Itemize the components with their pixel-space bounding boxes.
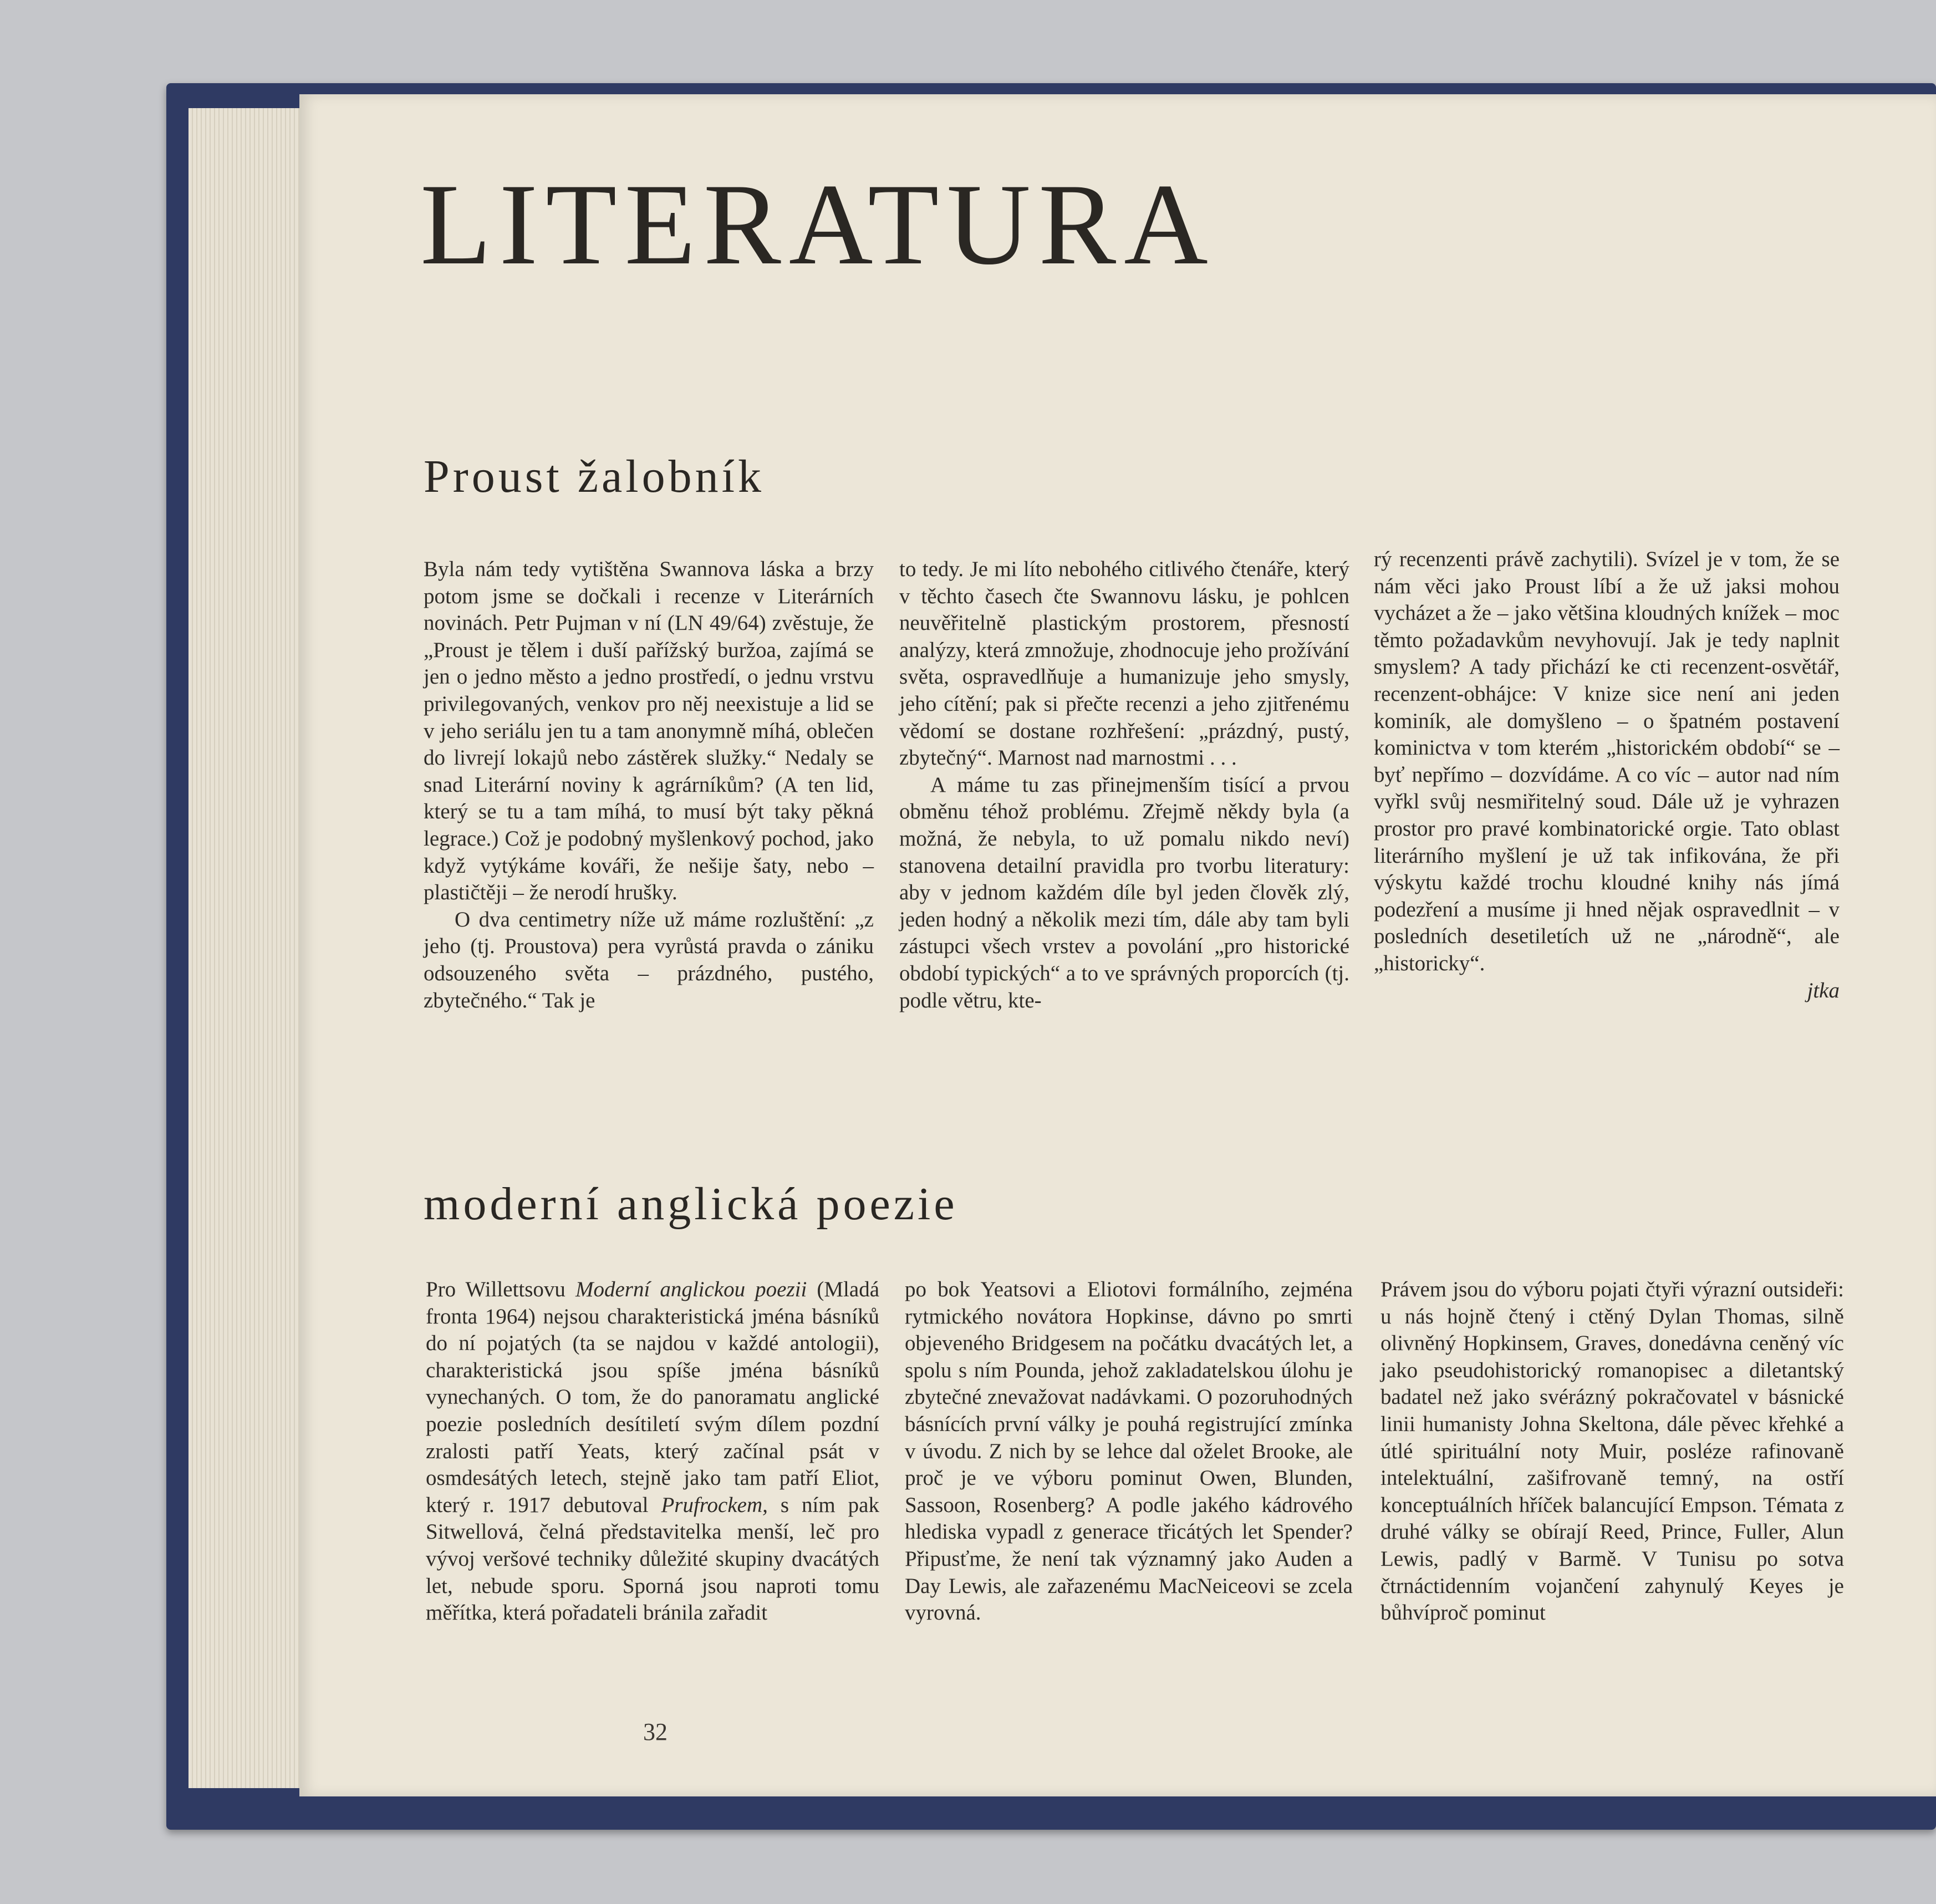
book-title: Prufrockem, [661, 1493, 768, 1517]
paragraph: O dva centimetry níže už máme rozluštění: „z jeho (tj. Proustova) pera vyrůstá pravda o zániku odsouzeného světa – prázdného, pustého, zbytečného.“ Tak je [424, 907, 874, 1012]
paragraph: A máme tu zas přinejmenším tisící a prvou obměnu téhož problému. Zřejmě někdy byla (a možná, že nebyla, to už pomalu nikdo neví) stanovena detailní pravidla pro tvorbu literatury: aby v jednom každém díle byl jeden člověk zlý, jeden hodný a několik mezi tím, dále aby tam byli zástupci všech vrstev a povolání „pro historické období typických“ a to ve správných proporcích (tj. podle větru, kte- [899, 772, 1349, 1012]
text-run: (Mladá fronta 1964) nejsou charakteristická jména básníků do ní pojatých (ta se najdou v každé antologii), charakteristická jsou spíše jména básníků vynechaných. O tom, že do panoramatu anglické poezie posledních desítiletí svým dílem pozdní zralosti patří Yeats, který začínal psát v osmdesátých letech, stejně jako tam patří Eliot, který r. 1917 debutoval [426, 1277, 880, 1517]
article1-column-3 [1374, 546, 1840, 1004]
paragraph: Právem jsou do výboru pojati čtyři výrazní outsideři: u nás hojně čtený i ctěný Dylan Thomas, silně olivněný Hopkinsem, Graves, donedávna ceněný víc jako pseudohistorický romanopisec a diletantský badatel než jako svérázný pokračovatel v básnické linii humanisty Johna Skeltona, dále pěvec křehké a útlé spirituální noty Muir, posléze rafinovaně intelektuální, zašifrovaně temný, na ostří konceptuálních hříček balancující Empson. Témata z druhé války se obírají Reed, Prince, Fuller, Alun Lewis, padlý v Barmě. V Tunisu po sotva čtrnáctidenním vojančení zahynulý Keyes je bůhvíproč pominut [1380, 1277, 1844, 1625]
article-title-poetry: moderní anglická poezie [424, 1178, 958, 1230]
page-number: 32 [643, 1718, 668, 1745]
text-run: s ním pak Sitwellová, čelná představitelka menší, leč pro vývoj veršové techniky důležité skupiny dvacátých let, nebude sporu. Sporná jsou naproti tomu měřítka, která pořadateli bránila zařadit [426, 1493, 879, 1625]
article1-column-1 [424, 556, 874, 1014]
paragraph: rý recenzenti právě zachytili). Svízel je v tom, že se nám věci jako Proust líbí a že už jaksi mohou vycházet a že – jako většina kloudných knížek – moc těmto požadavkům nevyhovují. Jak je tedy naplnit smyslem? A tady přichází ke cti recenzent-osvětář, recenzent-obhájce: V knize sice není ani jeden kominík, ale domyšleno – o špatném postavení kominictva v tom kterém „historickém období“ se – byť nepřímo – dozvídáme. A co víc – autor nad ním vyřkl svůj nesmiřitelný soud. Dále už je vyhrazen prostor pro pravé kombinatorické orgie. Tato oblast literárního myšlení je už tak infikována, že při výskytu každé trochu kloudné knihy nás jímá podezření a musíme ji hned nějak ospravedlnit – v posledních desetiletích už ne „národně“, ale „historicky“. [1374, 547, 1840, 975]
book-title: Moderní anglickou poezii [575, 1277, 807, 1301]
article2-column-1 [426, 1276, 879, 1627]
text-run: Pro Willettsovu [426, 1277, 575, 1301]
article2-column-2 [905, 1276, 1353, 1627]
paragraph: Byla nám tedy vytištěna Swannova láska a brzy potom jsme se dočkali i recenze v Literárních novinách. Petr Pujman v ní (LN 49/64) zvěstuje, že „Proust je tělem i duší pařížský buržoa, zajímá se jen o jedno město a jedno prostředí, o jednu vrstvu privilegovaných, venkov pro něj neexistuje a lid se v jeho seriálu jen tu a tam anonymně míhá, oblečen do livrejí lokajů nebo zástěrek služky.“ Nedaly se snad Literární noviny k agrárníkům? (A ten lid, který se tu a tam míhá, to musí být taky pěkná legrace.) Což je podobný myšlenkový pochod, jako když vytýkáme kováři, že nešije šaty, nebo – plastičtěji – že nerodí hrušky. [424, 557, 874, 905]
article1-column-2 [899, 556, 1349, 1014]
paragraph: po bok Yeatsovi a Eliotovi formálního, zejména rytmického novátora Hopkinse, dávno po smrti objeveného Bridgesem na počátku dvacátých let, a spolu s ním Pounda, jehož zakladatelskou úlohu je zbytečné znevažovat nadávkami. O pozoruhodných básnících první války je pouhá registrující zmínka v úvodu. Z nich by se lehce dal oželet Brooke, ale proč je ve výboru pominut Owen, Blunden, Sassoon, Rosenberg? A podle jakého kádrového hlediska vypadl z generace třicátých let Spender? Připusťme, že není tak významný jako Auden a Day Lewis, ale zařazenému MacNeiceovi se zcela vyrovná. [905, 1277, 1353, 1625]
article2-column-3 [1380, 1276, 1844, 1627]
page-title: LITERATURA [420, 160, 1216, 289]
paragraph [426, 1276, 879, 1627]
paragraph: to tedy. Je mi líto nebohého citlivého čtenáře, který v těchto časech čte Swannovu lásku, je pohlcen neuvěřitelně plastickým prostorem, přesností analýzy, která zmnožuje, zhodnocuje jeho prožívání světa, ospravedlňuje a humanizuje jeho smysly, jeho cítění; pak si přečte recenzi a jeho zjitřenému vědomí se dostane rozhřešení: „prázdný, pustý, zbytečný“. Marnost nad marnostmi . . . [899, 557, 1349, 770]
article-title-proust: Proust žalobník [424, 451, 765, 502]
author-signature: jtka [1807, 978, 1840, 1002]
